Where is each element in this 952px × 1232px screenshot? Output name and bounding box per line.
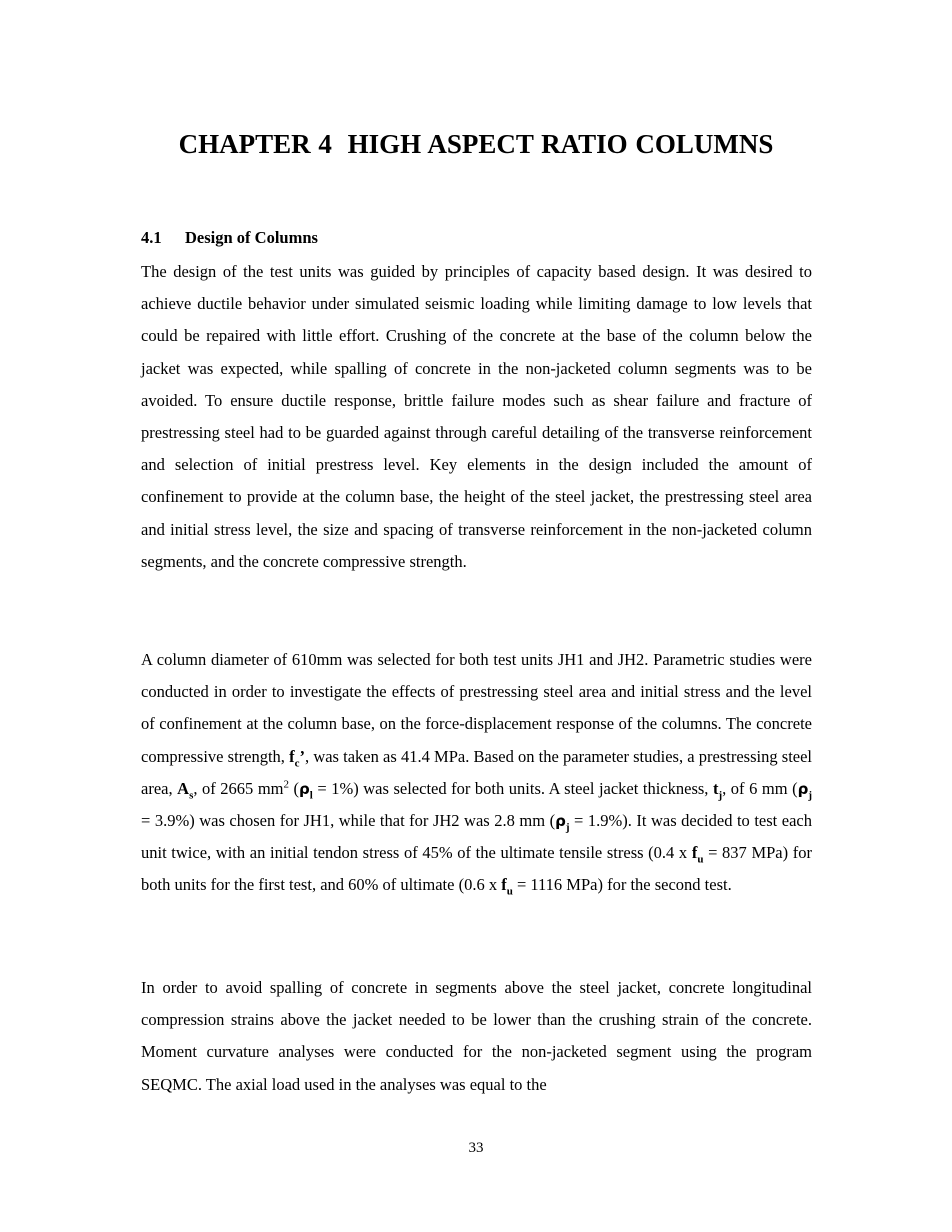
symbol-as bbox=[177, 778, 194, 802]
symbol-rho-j bbox=[555, 811, 570, 834]
text-run: , of 2665 mm bbox=[193, 778, 284, 798]
paragraph-spalling-avoidance: In order to avoid spalling of concrete in segments above the steel jacket, concrete longitudinal compression strains above the jacket needed to be lower than the crushing strain of the concrete. Moment curvature analyses were conducted for the non-jacketed segment using the program SEQMC. The axial load used in the analyses was equal to the bbox=[141, 978, 812, 1094]
symbol-fc bbox=[289, 746, 306, 769]
symbol-subscript: u bbox=[697, 853, 704, 866]
chapter-number: CHAPTER 4 bbox=[178, 129, 332, 159]
symbol-letter: f bbox=[289, 746, 295, 766]
symbol-subscript: u bbox=[506, 885, 513, 898]
section-number: 4.1 bbox=[141, 228, 162, 247]
symbol-subscript: j bbox=[565, 821, 570, 834]
symbol-subscript: l bbox=[309, 789, 313, 802]
symbol-rho-j bbox=[797, 779, 813, 802]
symbol-rho-l bbox=[299, 779, 313, 802]
text-run: = 1%) was selected for both units. A steel jacket thickness, bbox=[312, 778, 713, 798]
symbol-letter: ρ bbox=[797, 779, 809, 798]
symbol-letter: ρ bbox=[299, 779, 310, 798]
symbol-letter: A bbox=[177, 778, 190, 798]
chapter-title bbox=[0, 126, 952, 162]
symbol-letter: f bbox=[501, 875, 507, 895]
symbol-letter: f bbox=[691, 843, 698, 863]
text-run: , of 6 mm ( bbox=[722, 778, 798, 798]
symbol-letter: t bbox=[712, 778, 719, 798]
symbol-subscript: j bbox=[808, 789, 813, 802]
paragraph-parametric-studies bbox=[141, 644, 812, 902]
text-run: ( bbox=[289, 778, 300, 798]
symbol-prime: ’ bbox=[299, 746, 306, 766]
section-heading bbox=[141, 226, 318, 250]
text-run: = 1116 MPa) for the second test. bbox=[512, 875, 732, 895]
section-title: Design of Columns bbox=[185, 228, 318, 247]
text-run: , was taken as 41.4 MPa. Based on the parameter studies, a prestressing steel area, bbox=[141, 746, 813, 798]
unit-superscript: 2 bbox=[283, 778, 289, 791]
chapter-name: HIGH ASPECT RATIO COLUMNS bbox=[347, 129, 774, 159]
text-run: = 837 MPa) for both units for the first test, and 60% of ultimate (0.6 x bbox=[141, 843, 812, 895]
symbol-subscript: s bbox=[189, 789, 194, 802]
symbol-letter: ρ bbox=[555, 812, 566, 831]
paragraph-design-principles: The design of the test units was guided by principles of capacity based design. It was desired to achieve ductile behavior under simulated seismic loading while limiting damage to low levels that could be repaired with little effort. Crushing of the concrete at the base of the column below the jacket was expected, while spalling of concrete in the non-jacketed column segments was to be avoided. To ensure ductile response, brittle failure modes such as shear failure and fracture of prestressing steel had to be guarded against through careful detailing of the transverse reinforcement and selection of initial prestress level. Key elements in the design included the amount of confinement to provide at the column base, the height of the steel jacket, the prestressing steel area and initial stress level, the size and spacing of transverse reinforcement in the non-jacketed column segments, and the concrete compressive strength. bbox=[141, 262, 812, 571]
symbol-fu bbox=[691, 843, 704, 866]
text-run: A column diameter of 610mm was selected for both test units JH1 and JH2. Parametric studies were conducted in order to investigate the effects of prestressing steel area and initial stress and the level of confinement at the column base, on the force-displacement response of the columns. The concrete compressive strength, bbox=[141, 650, 812, 766]
symbol-tj bbox=[712, 778, 723, 802]
page-number: 33 bbox=[468, 1140, 484, 1156]
text-run: = 1.9%). It was decided to test each unit twice, with an initial tendon stress of 45% of the ultimate tensile stress (0.4 x bbox=[141, 811, 812, 863]
symbol-subscript: j bbox=[718, 789, 723, 802]
symbol-subscript: c bbox=[294, 756, 300, 769]
symbol-fu bbox=[501, 875, 513, 898]
text-run: = 3.9%) was chosen for JH1, while that for JH2 was 2.8 mm ( bbox=[141, 811, 556, 831]
